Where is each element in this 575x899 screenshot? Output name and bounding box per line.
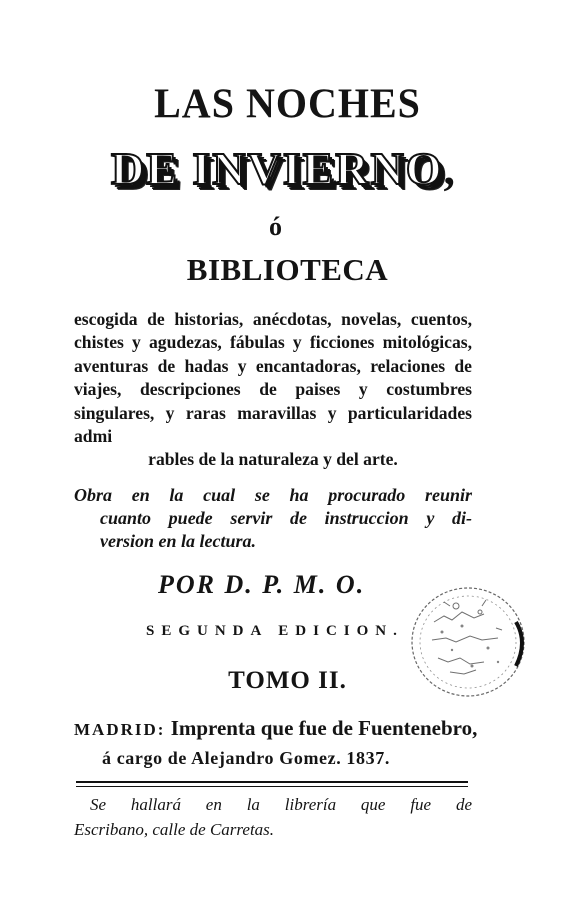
- library-stamp-icon: [404, 582, 528, 702]
- work-note: [74, 484, 472, 553]
- work-note-line-1: Obra en la cual se ha procurado reunir: [74, 485, 472, 505]
- work-note-line-2: cuanto puede servir de instruccion y di-: [100, 508, 472, 528]
- work-note-line-3: version en la lectura.: [100, 531, 256, 551]
- title-line-2: [64, 141, 504, 197]
- imprint-printer: Imprenta que fue de Fuentenebro,: [170, 716, 478, 740]
- imprint-line-1: [74, 716, 478, 741]
- edition-line: SEGUNDA EDICION.: [146, 623, 404, 639]
- description-last-line: rables de la naturaleza y del arte.: [148, 449, 398, 470]
- sale-note: [74, 792, 472, 842]
- author-line: POR D. P. M. O.: [158, 570, 366, 599]
- sale-note-line-1: Se hallará en la librería que fue de: [90, 795, 472, 814]
- imprint-city: MADRID:: [74, 720, 166, 739]
- title-line-3: BIBLIOTECA: [186, 252, 389, 287]
- imprint-line-2: á cargo de Alejandro Gomez. 1837.: [102, 748, 390, 768]
- description-body: escogida de historias, anécdotas, novelas, cuentos, chistes y agudezas, fábulas y ficciones mitológicas, aventuras de hadas y encantadoras, relaciones de viajes, descripciones de paises y costumbres singulares, y raras maravillas y particularidades admi: [74, 309, 472, 447]
- description: [74, 308, 472, 472]
- title-line-2-text: DE INVIERNO: [110, 143, 444, 194]
- sale-note-line-2: Escribano, calle de Carretas.: [74, 820, 275, 839]
- title-conjunction: ó: [269, 212, 282, 241]
- divider-rule-thick: [76, 781, 468, 783]
- title-line-2-punct: ,: [443, 143, 458, 194]
- volume-line: TOMO II.: [228, 667, 347, 694]
- title-line-1: LAS NOCHES: [154, 79, 421, 128]
- divider-rule-thin: [76, 786, 468, 787]
